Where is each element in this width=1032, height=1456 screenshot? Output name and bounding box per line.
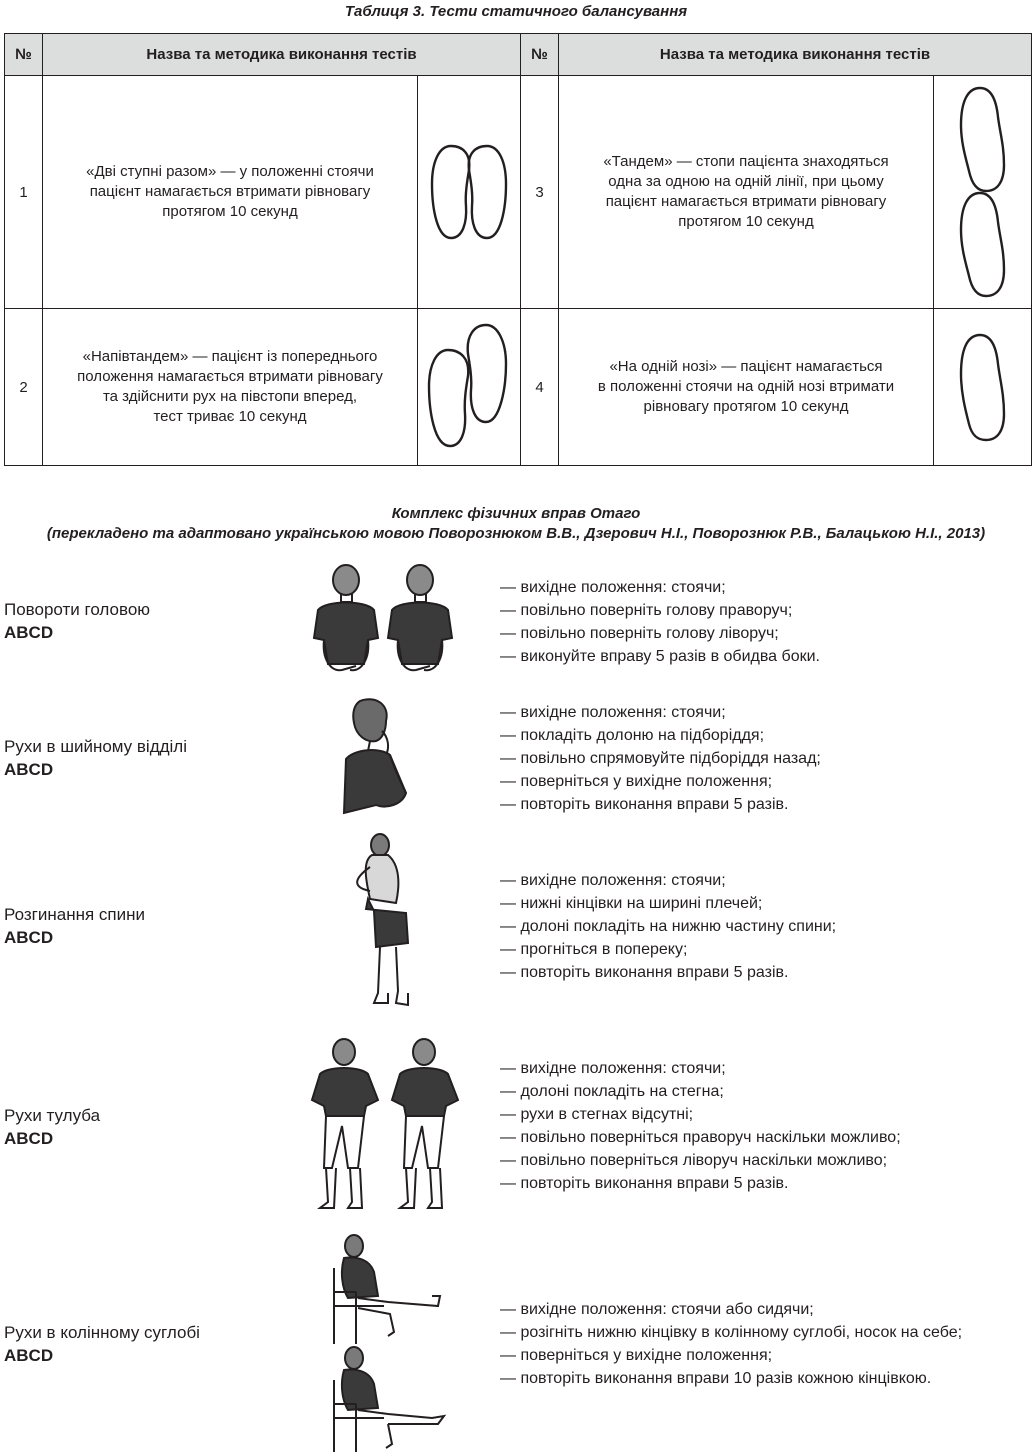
step: — долоні покладіть на нижню частину спини;	[500, 918, 837, 935]
otago-title: Комплекс фізичних вправ Отаго	[391, 505, 641, 522]
step: — нижні кінцівки на ширині плечей;	[500, 895, 763, 912]
exercise-code: ABCD	[4, 1129, 54, 1148]
step: — поверніться у вихідне положення;	[500, 1347, 773, 1364]
table-header-row	[5, 34, 1032, 76]
test-number: 3	[521, 76, 559, 309]
step: — повільно поверніться ліворуч наскільки можливо;	[500, 1152, 888, 1169]
exercise-steps	[500, 576, 820, 668]
step: — повторіть виконання вправи 5 разів.	[500, 1175, 789, 1192]
header-name: Назва та методика виконання тестів	[43, 34, 521, 76]
step: — повторіть виконання вправи 5 разів.	[500, 796, 789, 813]
step: — вихідне положення: стоячи або сидячи;	[500, 1301, 814, 1318]
table-caption: Таблиця 3. Тести статичного балансування	[344, 3, 688, 20]
step: — повільно спрямовуйте підборіддя назад;	[500, 750, 821, 767]
step: — прогніться в попереку;	[500, 941, 688, 958]
table-row	[5, 309, 1032, 466]
trunk-rotation-figure-icon	[306, 1036, 466, 1218]
test-description: «Напівтандем» — пацієнт із попереднього положення намагається втримати рівновагу та здійснити рух на півстопи вперед, тест триває 10 секунд	[43, 309, 418, 466]
test-description: «На одній нозі» — пацієнт намагається в положенні стоячи на одній нозі втримати рівновагу протягом 10 секунд	[559, 309, 934, 466]
exercise-name: Рухи тулуба	[4, 1106, 101, 1125]
back-extension-figure-icon	[340, 833, 416, 1015]
step: — рухи в стегнах відсутні;	[500, 1106, 694, 1123]
exercise-code: ABCD	[4, 1346, 54, 1365]
step: — повільно поверніть голову ліворуч;	[500, 625, 779, 642]
head-turn-figure-icon	[308, 562, 458, 680]
exercise-steps	[500, 1298, 962, 1390]
step: — повторіть виконання вправи 10 разів кожною кінцівкою.	[500, 1370, 932, 1387]
step: — повільно поверніть голову праворуч;	[500, 602, 793, 619]
exercise-name: Рухи в колінному суглобі	[4, 1323, 200, 1342]
step: — поверніться у вихідне положення;	[500, 773, 773, 790]
semi-tandem-feet-icon	[418, 309, 521, 466]
header-num: №	[5, 34, 43, 76]
test-number: 4	[521, 309, 559, 466]
table-row	[5, 76, 1032, 309]
exercise-name: Розгинання спини	[4, 905, 145, 924]
exercise-code: ABCD	[4, 623, 54, 642]
neck-retraction-figure-icon	[336, 697, 422, 817]
step: — вихідне положення: стоячи;	[500, 579, 726, 596]
header-num: №	[521, 34, 559, 76]
single-foot-icon	[934, 309, 1032, 466]
step: — розігніть нижню кінцівку в колінному суглобі, носок на себе;	[500, 1324, 963, 1341]
exercise-code: ABCD	[4, 760, 54, 779]
two-feet-together-icon	[418, 76, 521, 309]
step: — повторіть виконання вправи 5 разів.	[500, 964, 789, 981]
tandem-feet-icon	[934, 76, 1032, 309]
test-description: «Дві ступні разом» — у положенні стоячи пацієнт намагається втримати рівновагу протягом 10 секунд	[43, 76, 418, 309]
otago-subtitle: (перекладено та адаптовано українською мовою Поворознюком В.В., Дзерович Н.І., Поворознюк Р.В., Балацькою Н.І., 2013)	[46, 525, 986, 542]
step: — вихідне положення: стоячи;	[500, 1060, 726, 1077]
exercise-steps	[500, 701, 821, 816]
step: — виконуйте вправу 5 разів в обидва боки.	[500, 648, 820, 665]
test-number: 2	[5, 309, 43, 466]
exercise-steps	[500, 869, 836, 984]
exercise-code: ABCD	[4, 928, 54, 947]
knee-extension-figure-icon	[328, 1232, 448, 1454]
step: — вихідне положення: стоячи;	[500, 872, 726, 889]
test-description: «Тандем» — стопи пацієнта знаходяться одна за одною на одній лінії, при цьому пацієнт намагається втримати рівновагу протягом 10 секунд	[559, 76, 934, 309]
step: — долоні покладіть на стегна;	[500, 1083, 724, 1100]
test-number: 1	[5, 76, 43, 309]
exercise-name: Рухи в шийному відділі	[4, 737, 188, 756]
step: — повільно поверніться праворуч наскільки можливо;	[500, 1129, 901, 1146]
exercise-name: Повороти головою	[4, 600, 151, 619]
exercise-steps	[500, 1057, 901, 1195]
static-balance-table	[4, 33, 1032, 466]
step: — покладіть долоню на підборіддя;	[500, 727, 765, 744]
step: — вихідне положення: стоячи;	[500, 704, 726, 721]
header-name: Назва та методика виконання тестів	[559, 34, 1032, 76]
